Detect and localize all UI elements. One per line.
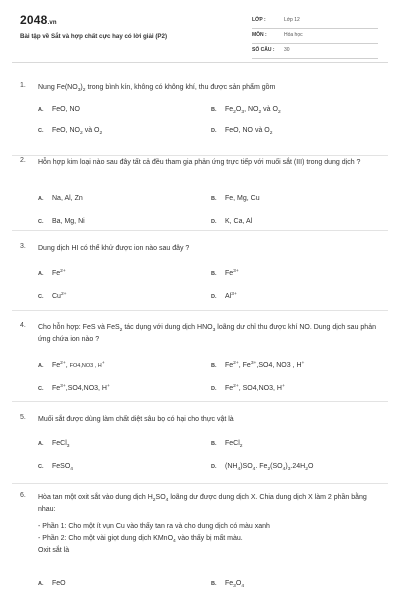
question-divider (12, 155, 388, 156)
option-d[interactable] (211, 385, 285, 392)
question-number: 1. (20, 82, 26, 89)
option-c[interactable] (38, 218, 85, 225)
option-c[interactable] (38, 463, 73, 470)
option-b[interactable] (211, 580, 244, 587)
option-text: FeO, NO và $O_2$ (225, 127, 273, 136)
question-text: Dung dịch HI có thể khử được ion nào sau đây ? (38, 245, 190, 252)
option-letter: C. (38, 128, 44, 134)
header (0, 0, 400, 64)
option-letter: B. (211, 271, 217, 277)
option-text: $(NH_4)SO_4$. $Fe_2(SO_4)_3.24H_2O$ (225, 463, 314, 472)
question-number: 5. (20, 414, 26, 421)
option-c[interactable] (38, 385, 110, 392)
meta-table (252, 14, 378, 59)
option-a[interactable] (38, 106, 80, 113)
question-text: Nung $Fe(NO_3)_2$ trong bình kín, không có không khí, thu được sản phẩm gồm (38, 84, 276, 93)
option-d[interactable] (211, 293, 237, 300)
option-text: $Fe^{2+}$, $Fe^{3+},SO4$, NO3 , H+ (225, 361, 305, 369)
option-text: $Fe^{2+}$, FO4,NO3 , H+ (52, 361, 105, 369)
option-text: $Cu^{2+}$ (52, 292, 67, 300)
option-text: $Fe^{3+},SO4,NO3$, H+ (52, 384, 110, 392)
option-letter: C. (38, 219, 44, 225)
option-letter: D. (211, 464, 217, 470)
option-text: FeO, $NO_2$ và $O_2$ (52, 127, 103, 136)
question-text: Muối sắt được dùng làm chất diệt sâu bọ có hại cho thực vật là (38, 416, 234, 423)
option-text: $Fe^{2+}$, SO4,NO3, H+ (225, 384, 285, 392)
option-a[interactable] (38, 195, 83, 202)
question-divider (12, 230, 388, 231)
meta-label: LỚP : (252, 17, 266, 23)
option-letter: A. (38, 196, 44, 202)
meta-value: Lớp 12 (284, 17, 300, 23)
meta-value: 30 (284, 47, 290, 53)
option-letter: C. (38, 294, 44, 300)
option-text: FeCl$_3$ (52, 440, 70, 449)
option-b[interactable] (211, 195, 260, 202)
question-number: 4. (20, 322, 26, 329)
option-letter: C. (38, 386, 44, 392)
option-a[interactable] (38, 580, 66, 587)
option-letter: B. (211, 107, 217, 113)
question-number: 3. (20, 243, 26, 250)
option-letter: A. (38, 107, 44, 113)
option-letter: B. (211, 441, 217, 447)
option-text: FeO (52, 580, 66, 587)
question-divider (12, 401, 388, 402)
option-text: $Fe^{3+}$ (225, 269, 239, 277)
question-text: Hỗn hợp kim loại nào sau đây tất cả đều tham gia phản ứng trực tiếp với muối sắt (III) trong dung dịch ? (38, 159, 361, 166)
option-text: $Fe^{2+}$ (52, 269, 66, 277)
option-a[interactable] (38, 362, 105, 369)
logo[interactable] (20, 13, 57, 27)
question-text: Hòa tan một oxit sắt vào dung dịch $H_2SO_4$ loãng dư được dung dịch X. Chia dung dịch X làm 2 phần bằng nhau: - Phần 1: Cho một ít vụn Cu vào thấy tan ra và cho dung dịch có màu xanh - Phần 2: Cho một vài giọt dung dịch KMnO$_4$ vào thấy bị mất màu. Oxit sắt là (38, 494, 367, 554)
option-letter: D. (211, 219, 217, 225)
option-text: Ba, Mg, Ni (52, 218, 85, 225)
meta-label: SỐ CÂU : (252, 47, 275, 53)
option-letter: D. (211, 128, 217, 134)
option-text: Na, Al, Zn (52, 195, 83, 202)
option-c[interactable] (38, 127, 102, 134)
question-number: 2. (20, 157, 26, 164)
question-divider (12, 483, 388, 484)
meta-row-subject (252, 29, 378, 44)
option-letter: A. (38, 271, 44, 277)
option-d[interactable] (211, 127, 272, 134)
option-text: $Fe_3O_4$ (225, 580, 245, 589)
logo-suffix: .vn (47, 20, 57, 26)
option-letter: A. (38, 581, 44, 587)
page-title: Bài tập về Sắt và hợp chất cực hay có lời giải (P2) (20, 33, 168, 40)
option-text: $Fe_2O_3$, $NO_2$ và $O_2$ (225, 106, 281, 115)
option-c[interactable] (38, 293, 67, 300)
option-letter: B. (211, 363, 217, 369)
option-letter: A. (38, 441, 44, 447)
option-text: K, Ca, Al (225, 218, 253, 225)
meta-row-count (252, 44, 378, 59)
logo-text: 2048 (20, 13, 48, 27)
option-letter: B. (211, 196, 217, 202)
option-text: FeO, NO (52, 106, 81, 113)
option-b[interactable] (211, 270, 239, 277)
question-text: Cho hỗn hợp: FeS và FeS$_2$ tác dụng với dung dịch $HNO_3$ loãng dư chỉ thu được khí NO. Dung dịch sau phản ứng chứa ion nào ? (38, 324, 376, 343)
header-divider (12, 62, 388, 63)
option-b[interactable] (211, 440, 243, 447)
option-letter: D. (211, 386, 217, 392)
option-text: FeSO$_4$ (52, 463, 74, 472)
option-text: Fe, Mg, Cu (225, 195, 260, 202)
option-letter: A. (38, 363, 44, 369)
option-text: $Al^{3+}$ (225, 292, 237, 300)
meta-value: Hóa học (284, 32, 303, 38)
option-d[interactable] (211, 463, 313, 470)
option-d[interactable] (211, 218, 252, 225)
question-divider (12, 310, 388, 311)
option-text: FeCl$_2$ (225, 440, 243, 449)
option-a[interactable] (38, 270, 66, 277)
option-letter: B. (211, 581, 217, 587)
option-b[interactable] (211, 106, 281, 113)
option-a[interactable] (38, 440, 70, 447)
option-b[interactable] (211, 362, 304, 369)
question-number: 6. (20, 492, 26, 499)
option-letter: D. (211, 294, 217, 300)
meta-label: MÔN : (252, 32, 267, 38)
option-letter: C. (38, 464, 44, 470)
meta-row-class (252, 14, 378, 29)
